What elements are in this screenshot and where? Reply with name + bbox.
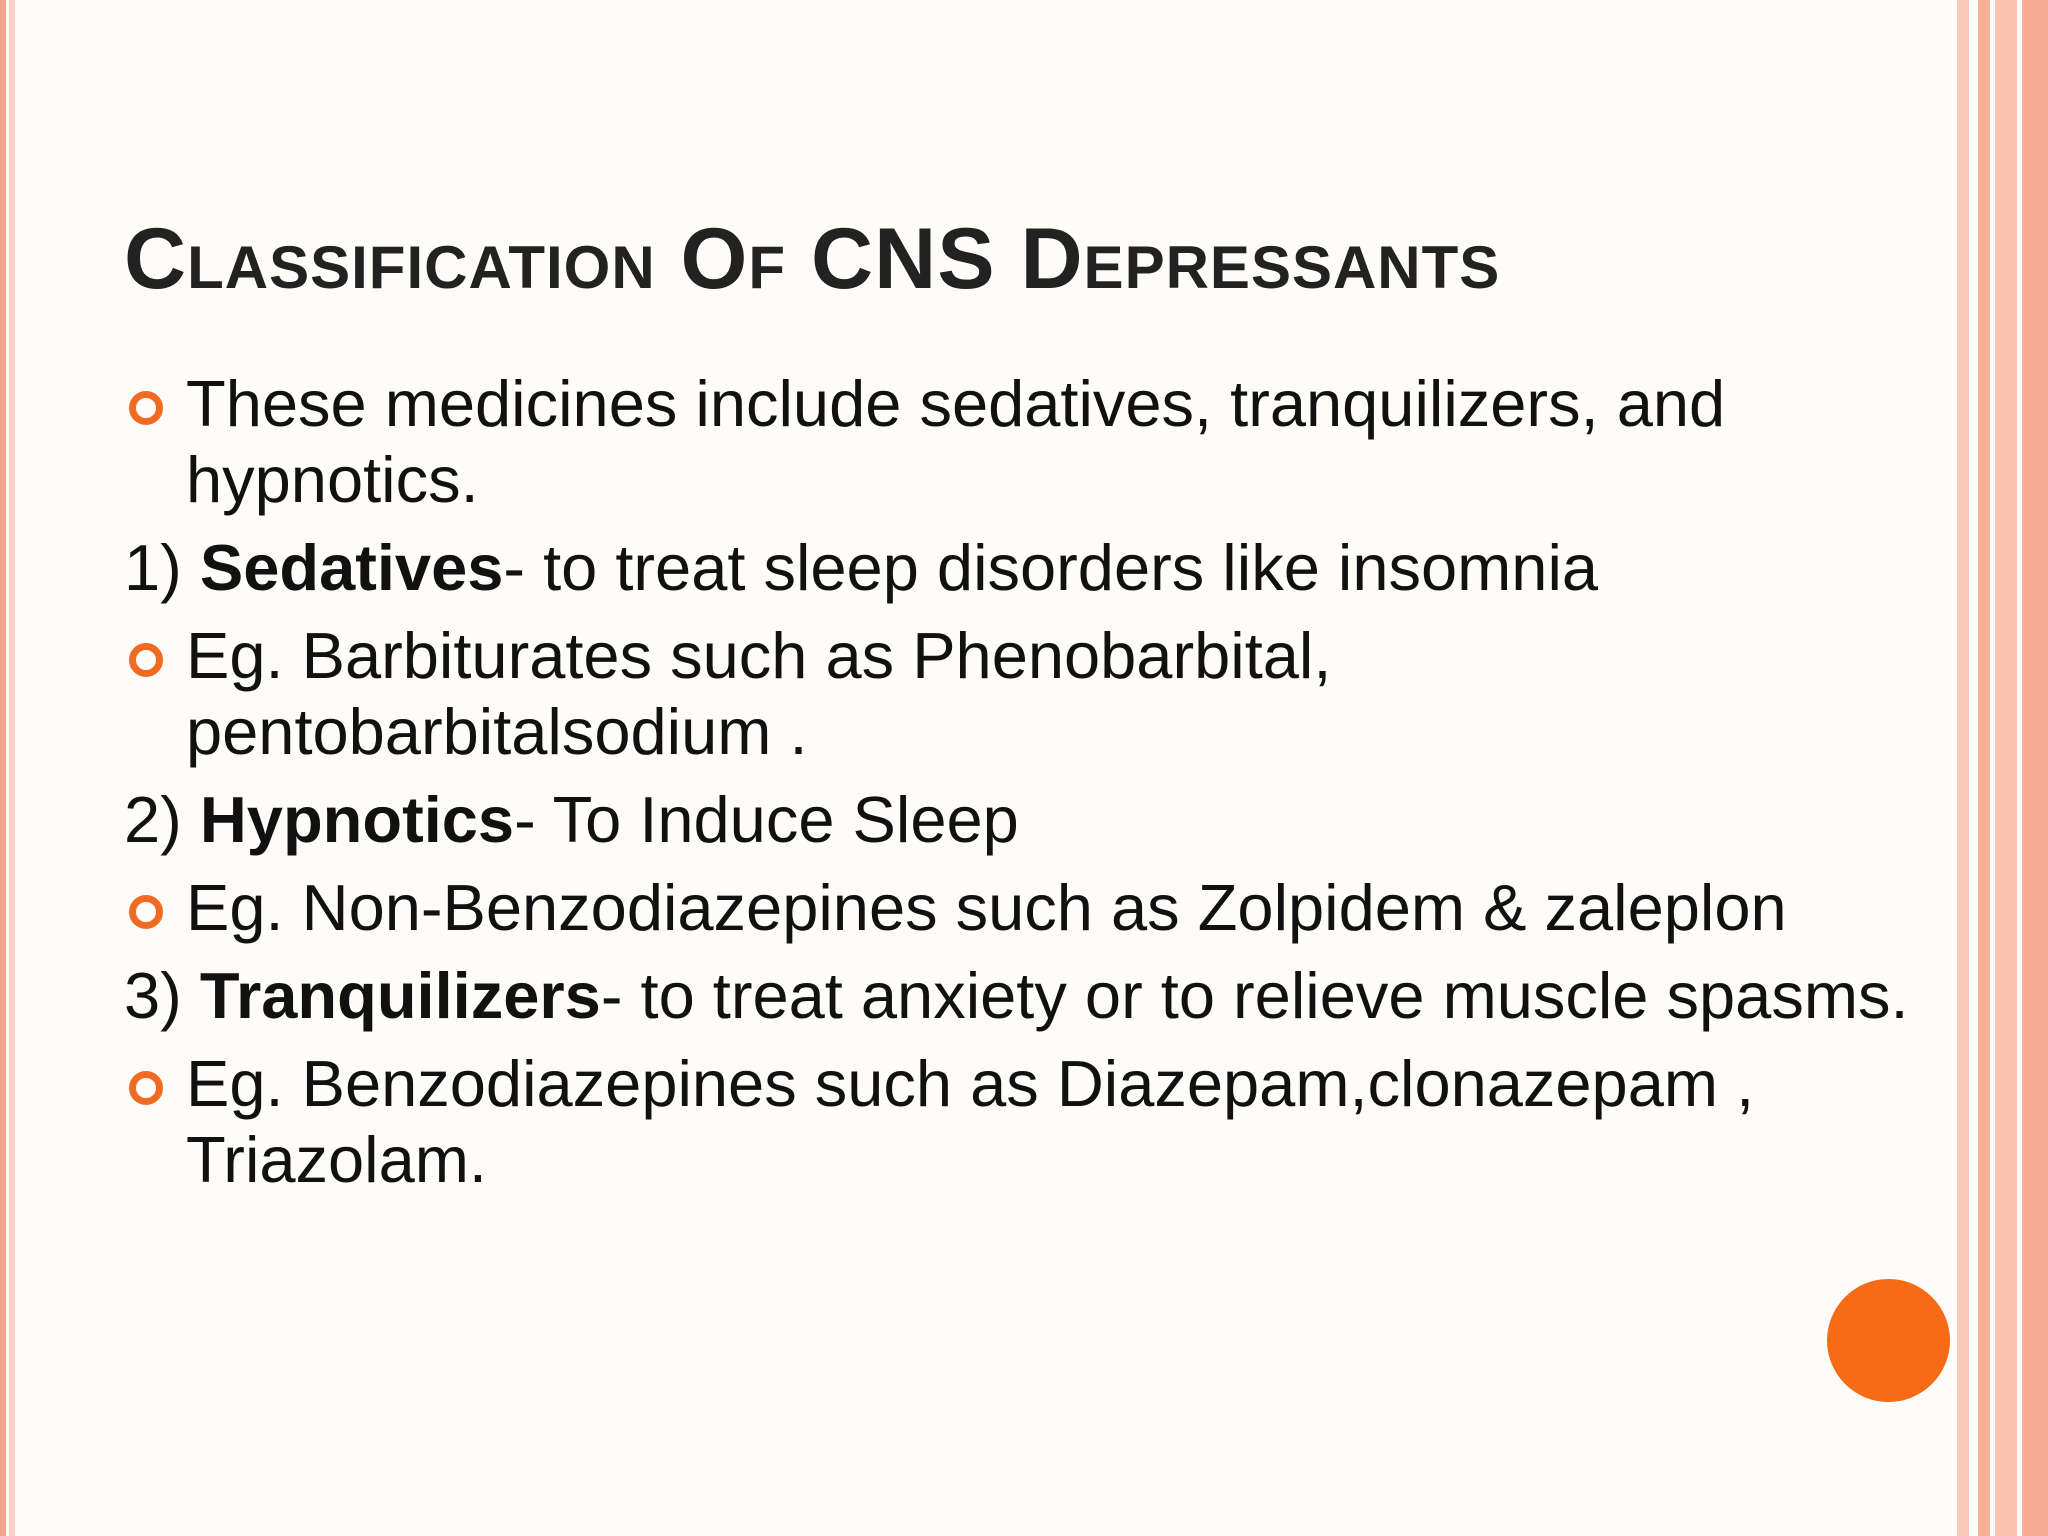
left-border-stripe xyxy=(0,0,6,1536)
bullet-icon xyxy=(129,895,163,929)
bullet-text: Eg. Non-Benzodiazepines such as Zolpidem & zaleplon xyxy=(186,871,1787,944)
item-number: 3) xyxy=(124,959,200,1032)
item-term: Tranquilizers xyxy=(199,959,601,1032)
bullet-text: Eg. Benzodiazepines such as Diazepam,clonazepam , Triazolam. xyxy=(186,1047,1755,1196)
bullet-item xyxy=(124,618,1924,770)
bullet-item xyxy=(124,870,1924,946)
slide-title: Classification Of CNS Depressants xyxy=(124,211,1501,307)
bullet-icon xyxy=(129,643,163,677)
item-description: - To Induce Sleep xyxy=(514,783,1019,856)
bullet-icon xyxy=(129,1071,163,1105)
bullet-text: These medicines include sedatives, tranquilizers, and hypnotics. xyxy=(186,367,1726,516)
numbered-item xyxy=(124,782,1924,858)
item-number: 1) xyxy=(124,531,200,604)
right-border-stripe xyxy=(1978,0,1990,1536)
item-term: Sedatives xyxy=(199,531,504,604)
bullet-icon xyxy=(129,391,163,425)
orange-circle-decoration xyxy=(1827,1279,1950,1402)
bullet-text: Eg. Barbiturates such as Phenobarbital, pentobarbitalsodium . xyxy=(186,619,1332,768)
right-border-stripe xyxy=(1957,0,1969,1536)
bullet-item xyxy=(124,1046,1924,1198)
bullet-item xyxy=(124,366,1924,518)
numbered-item xyxy=(124,530,1924,606)
left-border-stripe-light xyxy=(9,0,15,1536)
item-number: 2) xyxy=(124,783,200,856)
numbered-item xyxy=(124,958,1924,1034)
slide-content xyxy=(124,366,1924,1210)
item-description: - to treat sleep disorders like insomnia xyxy=(503,531,1599,604)
item-term: Hypnotics xyxy=(199,783,515,856)
right-border-stripe xyxy=(1995,0,2017,1536)
right-border-stripe xyxy=(2022,0,2048,1536)
item-description: - to treat anxiety or to relieve muscle spasms. xyxy=(600,959,1909,1032)
